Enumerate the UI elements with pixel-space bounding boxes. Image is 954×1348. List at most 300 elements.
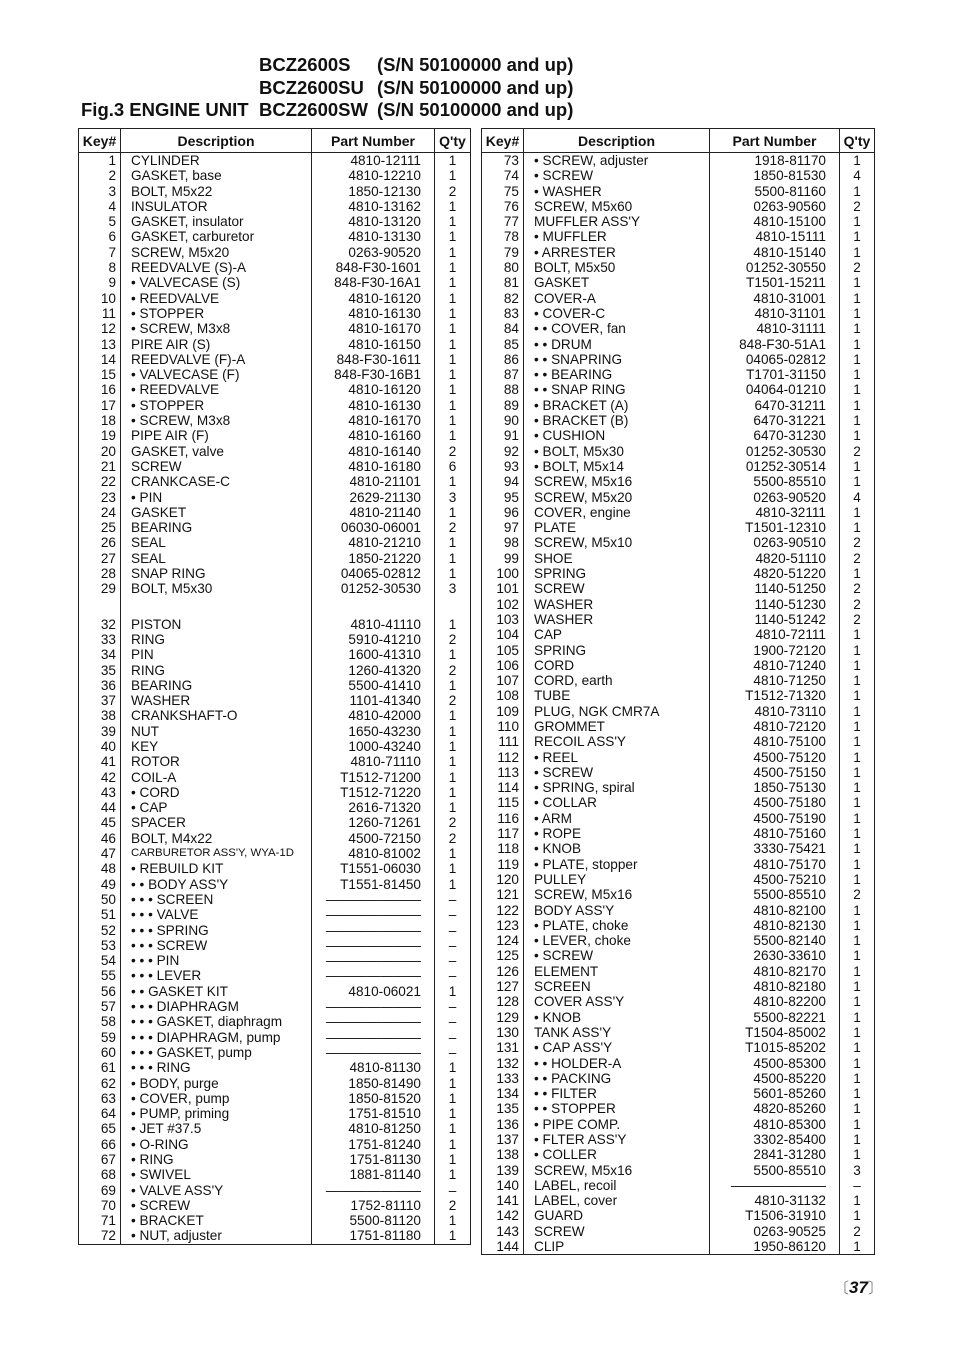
row-description: CORD, earth — [524, 673, 710, 688]
table-row — [482, 933, 875, 948]
row-quantity: 1 — [840, 795, 875, 810]
row-quantity: 4 — [840, 168, 875, 183]
row-key-number: 104 — [482, 627, 524, 642]
table-row — [79, 184, 471, 199]
row-part-number: 4810-81130 — [312, 1060, 435, 1075]
row-quantity: 2 — [435, 184, 471, 199]
row-part-number: ——————— — [312, 892, 435, 907]
row-key-number: 19 — [79, 428, 121, 443]
row-description: CARBURETOR ASS'Y, WYA-1D — [121, 846, 312, 861]
row-quantity: 1 — [840, 321, 875, 336]
row-part-number: 4500-75210 — [710, 872, 840, 887]
row-description: • • SNAPRING — [524, 352, 710, 367]
row-description: • CAP — [121, 800, 312, 815]
row-key-number: 29 — [79, 581, 121, 596]
row-part-number: 4500-75190 — [710, 811, 840, 826]
row-description: REEDVALVE (F)-A — [121, 352, 312, 367]
row-quantity: 2 — [435, 831, 471, 846]
row-key-number: 70 — [79, 1198, 121, 1213]
row-description: PULLEY — [524, 872, 710, 887]
row-description: • SCREW — [524, 948, 710, 963]
row-part-number: ——————— — [312, 1183, 435, 1198]
row-part-number: 4810-21101 — [312, 474, 435, 489]
row-part-number: ——————— — [710, 1178, 840, 1193]
row-key-number: 16 — [79, 382, 121, 397]
table-row — [79, 535, 471, 550]
row-quantity: 1 — [435, 291, 471, 306]
row-description: ROTOR — [121, 754, 312, 769]
row-description: • KNOB — [524, 1010, 710, 1025]
row-part-number: T1512-71320 — [710, 688, 840, 703]
table-row — [79, 1060, 471, 1075]
description-column-header: Description — [524, 129, 710, 153]
row-description: • VALVE ASS'Y — [121, 1183, 312, 1198]
row-key-number: 139 — [482, 1163, 524, 1178]
table-row — [79, 632, 471, 647]
table-row — [79, 153, 471, 169]
row-key-number: 20 — [79, 444, 121, 459]
row-description: CLIP — [524, 1239, 710, 1255]
table-row — [79, 581, 471, 596]
row-key-number: 117 — [482, 826, 524, 841]
row-description: • • GASKET KIT — [121, 984, 312, 999]
row-description: • VALVECASE (F) — [121, 367, 312, 382]
row-part-number: 4810-82180 — [710, 979, 840, 994]
row-description: CORD — [524, 658, 710, 673]
row-quantity: 1 — [840, 1208, 875, 1223]
row-key-number: 131 — [482, 1040, 524, 1055]
row-quantity: 1 — [840, 994, 875, 1009]
row-key-number: 36 — [79, 678, 121, 693]
row-description: • BODY, purge — [121, 1076, 312, 1091]
row-description: RING — [121, 663, 312, 678]
row-description: NUT — [121, 724, 312, 739]
row-part-number: 0263-90560 — [710, 199, 840, 214]
row-key-number: 73 — [482, 153, 524, 169]
row-key-number: 11 — [79, 306, 121, 321]
row-key-number: 68 — [79, 1167, 121, 1182]
row-part-number: 4810-82100 — [710, 903, 840, 918]
row-quantity: 1 — [840, 1132, 875, 1147]
row-quantity: 2 — [435, 632, 471, 647]
row-description: • • • GASKET, pump — [121, 1045, 312, 1060]
table-row — [482, 291, 875, 306]
row-quantity: 1 — [840, 520, 875, 535]
table-row — [79, 815, 471, 830]
row-quantity: 2 — [840, 444, 875, 459]
table-row — [482, 184, 875, 199]
row-description: SPRING — [524, 566, 710, 581]
table-row — [482, 505, 875, 520]
row-key-number: 55 — [79, 968, 121, 983]
row-key-number: 10 — [79, 291, 121, 306]
table-row — [79, 923, 471, 938]
row-quantity: 1 — [435, 770, 471, 785]
table-row — [482, 398, 875, 413]
row-description: • • COVER, fan — [524, 321, 710, 336]
row-key-number: 133 — [482, 1071, 524, 1086]
row-key-number: 38 — [79, 708, 121, 723]
row-description: • • • VALVE — [121, 907, 312, 922]
table-row — [79, 321, 471, 336]
row-quantity: – — [435, 938, 471, 953]
table-row — [482, 887, 875, 902]
row-part-number: 5910-41210 — [312, 632, 435, 647]
row-part-number: 4810-31132 — [710, 1193, 840, 1208]
table-row — [79, 1167, 471, 1182]
row-part-number: 4810-72111 — [710, 627, 840, 642]
row-part-number: 04065-02812 — [312, 566, 435, 581]
row-key-number: 109 — [482, 704, 524, 719]
table-row — [482, 658, 875, 673]
row-key-number: 112 — [482, 750, 524, 765]
row-part-number: 4810-41110 — [312, 617, 435, 632]
row-quantity: 1 — [435, 647, 471, 662]
table-row — [482, 841, 875, 856]
row-description: • BOLT, M5x14 — [524, 459, 710, 474]
row-key-number: 96 — [482, 505, 524, 520]
row-description: • PIPE COMP. — [524, 1117, 710, 1132]
row-key-number: 48 — [79, 861, 121, 876]
row-key-number: 130 — [482, 1025, 524, 1040]
row-part-number: 4810-16150 — [312, 337, 435, 352]
row-key-number: 90 — [482, 413, 524, 428]
row-description: SCREW, M5x60 — [524, 199, 710, 214]
table-row — [482, 643, 875, 658]
table-row — [482, 229, 875, 244]
row-quantity: 1 — [840, 734, 875, 749]
row-part-number: 4810-16120 — [312, 382, 435, 397]
table-row — [79, 306, 471, 321]
row-part-number: 5500-41410 — [312, 678, 435, 693]
table-row — [482, 382, 875, 397]
table-row — [79, 846, 471, 861]
table-row — [482, 444, 875, 459]
row-description: • • • SPRING — [121, 923, 312, 938]
table-row — [79, 800, 471, 815]
table-row — [79, 199, 471, 214]
table-row — [79, 505, 471, 520]
table-row — [482, 260, 875, 275]
row-part-number: 4810-16140 — [312, 444, 435, 459]
page-number — [834, 1277, 883, 1298]
row-key-number: 8 — [79, 260, 121, 275]
row-description: SCREW — [524, 581, 710, 596]
table-row — [79, 678, 471, 693]
table-row — [79, 892, 471, 907]
table-row — [79, 1152, 471, 1167]
row-key-number: 2 — [79, 168, 121, 183]
row-part-number: 6470-31211 — [710, 398, 840, 413]
row-key-number: 6 — [79, 229, 121, 244]
row-part-number: 4810-16180 — [312, 459, 435, 474]
row-quantity: 1 — [840, 872, 875, 887]
table-row — [482, 704, 875, 719]
row-quantity: 1 — [840, 382, 875, 397]
row-description: • NUT, adjuster — [121, 1228, 312, 1244]
row-quantity: 2 — [435, 1198, 471, 1213]
row-quantity: 1 — [840, 1117, 875, 1132]
row-description: SCREW, M5x20 — [121, 245, 312, 260]
row-key-number: 25 — [79, 520, 121, 535]
row-key-number: 136 — [482, 1117, 524, 1132]
row-description: RING — [121, 632, 312, 647]
row-part-number: 2630-33610 — [710, 948, 840, 963]
row-description: PIPE AIR (F) — [121, 428, 312, 443]
table-row — [482, 153, 875, 169]
row-key-number: 93 — [482, 459, 524, 474]
row-quantity: 1 — [840, 229, 875, 244]
row-part-number: 1751-81130 — [312, 1152, 435, 1167]
parts-table-left-body — [79, 153, 471, 1245]
row-quantity: 1 — [435, 861, 471, 876]
table-row — [482, 474, 875, 489]
row-part-number: 1881-81140 — [312, 1167, 435, 1182]
row-description: • REEL — [524, 750, 710, 765]
row-quantity: – — [435, 1045, 471, 1060]
row-key-number: 35 — [79, 663, 121, 678]
row-description: • PIN — [121, 490, 312, 505]
row-description: • STOPPER — [121, 398, 312, 413]
row-description: • BRACKET (A) — [524, 398, 710, 413]
table-row — [79, 1228, 471, 1244]
row-description: GASKET, base — [121, 168, 312, 183]
row-quantity: 1 — [840, 933, 875, 948]
row-description: • • • DIAPHRAGM — [121, 999, 312, 1014]
row-part-number: 1260-41320 — [312, 663, 435, 678]
row-part-number: 04064-01210 — [710, 382, 840, 397]
table-row — [482, 719, 875, 734]
row-description: SNAP RING — [121, 566, 312, 581]
key-column-header: Key# — [79, 129, 121, 153]
row-part-number: 01252-30514 — [710, 459, 840, 474]
table-row — [79, 1045, 471, 1060]
table-row — [482, 1025, 875, 1040]
row-quantity: 1 — [435, 551, 471, 566]
row-description: GASKET — [524, 275, 710, 290]
table-row — [482, 352, 875, 367]
row-part-number: 01252-30530 — [312, 581, 435, 596]
table-row — [482, 734, 875, 749]
row-quantity: 1 — [840, 474, 875, 489]
table-row — [79, 770, 471, 785]
table-row — [482, 872, 875, 887]
row-part-number: T1512-71200 — [312, 770, 435, 785]
row-key-number: 12 — [79, 321, 121, 336]
row-part-number: 1600-41310 — [312, 647, 435, 662]
row-part-number: 1650-43230 — [312, 724, 435, 739]
row-description: • • PACKING — [524, 1071, 710, 1086]
row-description: • • BODY ASS'Y — [121, 877, 312, 892]
table-row — [79, 398, 471, 413]
row-key-number: 77 — [482, 214, 524, 229]
table-row — [482, 1101, 875, 1116]
row-quantity: 1 — [435, 754, 471, 769]
row-part-number: 5601-85260 — [710, 1086, 840, 1101]
row-description: RECOIL ASS'Y — [524, 734, 710, 749]
row-key-number: 58 — [79, 1014, 121, 1029]
table-row — [79, 1091, 471, 1106]
row-key-number: 102 — [482, 597, 524, 612]
row-description: PISTON — [121, 617, 312, 632]
row-quantity: 1 — [840, 1101, 875, 1116]
table-row — [482, 535, 875, 550]
row-key-number: 15 — [79, 367, 121, 382]
row-description: SEAL — [121, 551, 312, 566]
table-row — [482, 168, 875, 183]
row-quantity: 1 — [435, 1091, 471, 1106]
row-description: • • STOPPER — [524, 1101, 710, 1116]
row-quantity: 1 — [435, 306, 471, 321]
row-key-number: 143 — [482, 1224, 524, 1239]
row-description: PIRE AIR (S) — [121, 337, 312, 352]
row-part-number: 4810-75170 — [710, 857, 840, 872]
row-part-number: 1850-12130 — [312, 184, 435, 199]
row-key-number: 135 — [482, 1101, 524, 1116]
table-row — [482, 964, 875, 979]
row-part-number: 1751-81240 — [312, 1137, 435, 1152]
row-part-number: 4500-75120 — [710, 750, 840, 765]
row-quantity: 1 — [840, 857, 875, 872]
row-key-number: 76 — [482, 199, 524, 214]
table-row — [482, 490, 875, 505]
row-key-number: 86 — [482, 352, 524, 367]
table-row — [482, 1117, 875, 1132]
row-part-number: 4810-32111 — [710, 505, 840, 520]
quantity-column-header: Q'ty — [435, 129, 471, 153]
row-description: • • • DIAPHRAGM, pump — [121, 1030, 312, 1045]
row-part-number: 1140-51242 — [710, 612, 840, 627]
row-quantity: 1 — [840, 1010, 875, 1025]
table-row — [79, 229, 471, 244]
row-description: BEARING — [121, 520, 312, 535]
row-quantity: 2 — [435, 815, 471, 830]
row-description: • REEDVALVE — [121, 291, 312, 306]
row-part-number: 4810-71250 — [710, 673, 840, 688]
row-description: SCREW, M5x16 — [524, 474, 710, 489]
row-key-number: 137 — [482, 1132, 524, 1147]
row-key-number: 39 — [79, 724, 121, 739]
row-part-number: 4810-13162 — [312, 199, 435, 214]
table-row — [482, 597, 875, 612]
title-figure-label — [81, 77, 259, 100]
row-description: TANK ASS'Y — [524, 1025, 710, 1040]
row-part-number: ——————— — [312, 1045, 435, 1060]
row-part-number: 4810-15140 — [710, 245, 840, 260]
row-key-number: 17 — [79, 398, 121, 413]
row-part-number: T1015-85202 — [710, 1040, 840, 1055]
row-quantity: 1 — [435, 229, 471, 244]
row-description: • • FILTER — [524, 1086, 710, 1101]
row-quantity: 1 — [840, 964, 875, 979]
row-part-number: 1850-81490 — [312, 1076, 435, 1091]
row-key-number: 97 — [482, 520, 524, 535]
row-quantity: 1 — [435, 413, 471, 428]
row-key-number: 128 — [482, 994, 524, 1009]
table-row — [482, 918, 875, 933]
table-row — [482, 673, 875, 688]
row-quantity: 1 — [840, 658, 875, 673]
table-row — [79, 1030, 471, 1045]
row-key-number: 65 — [79, 1121, 121, 1136]
row-part-number: 1752-81110 — [312, 1198, 435, 1213]
table-row — [482, 275, 875, 290]
row-part-number: 848-F30-51A1 — [710, 337, 840, 352]
row-quantity: 1 — [435, 1106, 471, 1121]
row-description: • • SNAP RING — [524, 382, 710, 397]
row-description: WASHER — [121, 693, 312, 708]
row-key-number: 99 — [482, 551, 524, 566]
table-row — [482, 459, 875, 474]
row-key-number: 126 — [482, 964, 524, 979]
row-description: BODY ASS'Y — [524, 903, 710, 918]
row-quantity: 1 — [840, 459, 875, 474]
row-quantity: 1 — [435, 1121, 471, 1136]
row-key-number: 60 — [79, 1045, 121, 1060]
row-key-number: 14 — [79, 352, 121, 367]
row-quantity: 2 — [435, 693, 471, 708]
row-part-number: 848-F30-1611 — [312, 352, 435, 367]
row-quantity: 2 — [840, 612, 875, 627]
row-key-number: 47 — [79, 846, 121, 861]
row-part-number: 4810-82170 — [710, 964, 840, 979]
row-part-number: 4810-16120 — [312, 291, 435, 306]
row-quantity: 1 — [840, 704, 875, 719]
row-part-number: 848-F30-16B1 — [312, 367, 435, 382]
row-description: CRANKCASE-C — [121, 474, 312, 489]
row-description: GROMMET — [524, 719, 710, 734]
row-part-number: 4810-72120 — [710, 719, 840, 734]
row-quantity: – — [435, 1183, 471, 1198]
row-key-number: 89 — [482, 398, 524, 413]
parts-table-right — [481, 128, 875, 1255]
table-row — [79, 984, 471, 999]
title-line — [81, 54, 641, 77]
row-description: • KNOB — [524, 841, 710, 856]
row-quantity: 1 — [840, 505, 875, 520]
row-key-number: 53 — [79, 938, 121, 953]
row-quantity — [435, 607, 471, 617]
row-part-number: ——————— — [312, 999, 435, 1014]
row-quantity: 1 — [840, 153, 875, 169]
row-part-number: 6470-31221 — [710, 413, 840, 428]
row-key-number — [79, 597, 121, 607]
row-description: BEARING — [121, 678, 312, 693]
row-description: WASHER — [524, 612, 710, 627]
row-part-number: 4810-15111 — [710, 229, 840, 244]
row-part-number — [312, 597, 435, 607]
row-description: • ARRESTER — [524, 245, 710, 260]
row-description: • FLTER ASS'Y — [524, 1132, 710, 1147]
table-row — [482, 1040, 875, 1055]
row-key-number: 37 — [79, 693, 121, 708]
row-description: SCREW, M5x20 — [524, 490, 710, 505]
table-row — [79, 1014, 471, 1029]
row-part-number: 4810-21210 — [312, 535, 435, 550]
row-quantity: 1 — [840, 841, 875, 856]
row-part-number: 1751-81510 — [312, 1106, 435, 1121]
table-row — [482, 994, 875, 1009]
table-row — [79, 413, 471, 428]
row-description: • LEVER, choke — [524, 933, 710, 948]
row-quantity: 1 — [840, 1071, 875, 1086]
row-quantity: 2 — [840, 581, 875, 596]
title-model: BCZ2600S — [259, 54, 351, 75]
table-row — [79, 1213, 471, 1228]
row-description: ELEMENT — [524, 964, 710, 979]
row-quantity: 1 — [435, 214, 471, 229]
row-part-number: 4810-81002 — [312, 846, 435, 861]
